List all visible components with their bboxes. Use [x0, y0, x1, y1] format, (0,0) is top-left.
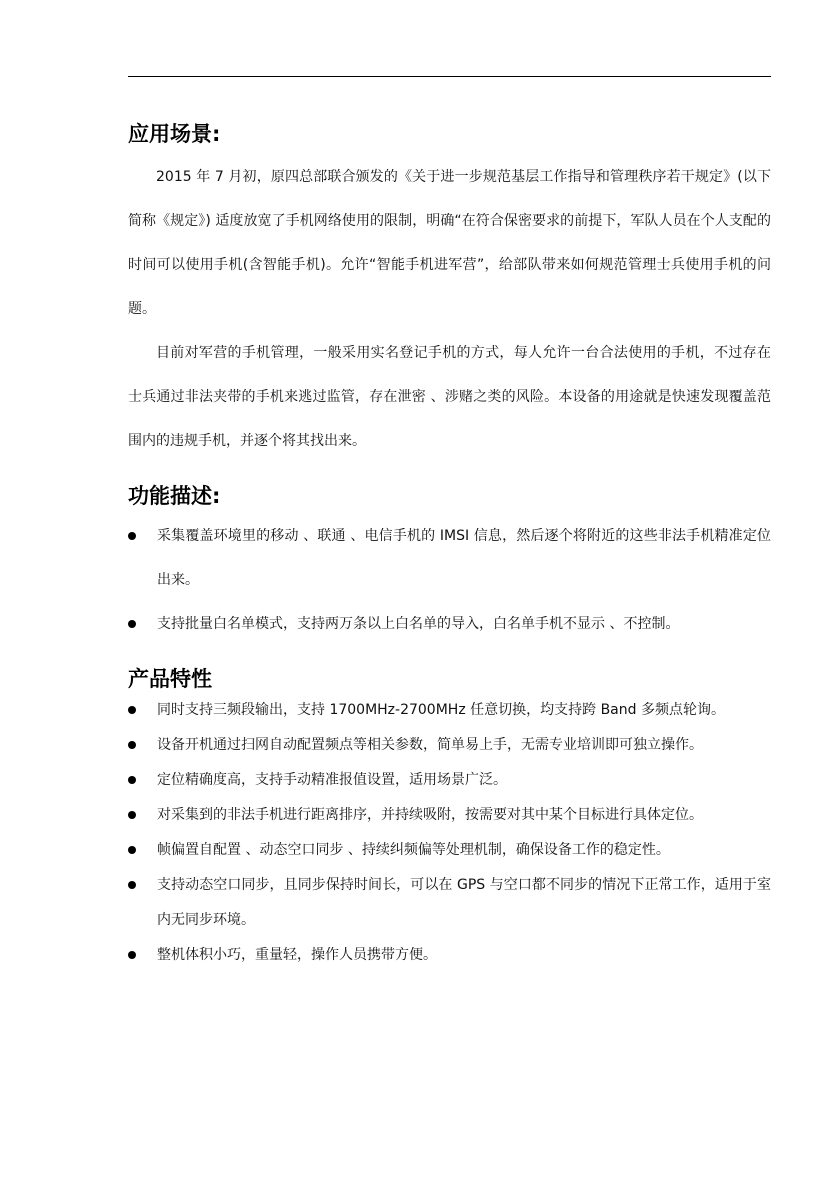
section-heading-functions: 功能描述: [128, 484, 221, 508]
list-item-text: 设备开机通过扫网自动配置频点等相关参数，简单易上手，无需专业培训即可独立操作。 [157, 737, 703, 753]
bullet-icon [128, 776, 136, 784]
list-item-text: 定位精确度高，支持手动精准报值设置，适用场景广泛。 [157, 772, 507, 788]
bullet-icon [128, 741, 136, 749]
bullet-icon [128, 811, 136, 819]
list-item [128, 938, 771, 973]
list-item-text: 同时支持三频段输出，支持 1700MHz-2700MHz 任意切换，均支持跨 Band 多频点轮询。 [157, 702, 725, 718]
bullet-icon [128, 706, 136, 714]
list-item [128, 693, 771, 728]
list-item [128, 868, 771, 938]
list-item [128, 833, 771, 868]
list-item [128, 728, 771, 763]
bullet-icon [128, 881, 136, 889]
list-item [128, 602, 771, 646]
list-item [128, 798, 771, 833]
bullet-icon [128, 620, 136, 628]
function-list [128, 514, 771, 646]
bullet-icon [128, 532, 136, 540]
list-item-text: 帧偏置自配置 、动态空口同步 、持续纠频偏等处理机制，确保设备工作的稳定性。 [157, 842, 670, 858]
list-item-text: 采集覆盖环境里的移动 、联通 、电信手机的 IMSI 信息，然后逐个将附近的这些非法手机精准定位出来。 [157, 528, 771, 588]
feature-list [128, 693, 771, 973]
bullet-icon [128, 951, 136, 959]
bullet-icon [128, 846, 136, 854]
list-item [128, 514, 771, 602]
header-rule [128, 76, 771, 77]
list-item-text: 对采集到的非法手机进行距离排序，并持续吸附，按需要对其中某个目标进行具体定位。 [157, 807, 703, 823]
list-item [128, 763, 771, 798]
list-item-text: 支持动态空口同步，且同步保持时间长，可以在 GPS 与空口都不同步的情况下正常工作，适用于室内无同步环境。 [157, 877, 771, 928]
list-item-text: 整机体积小巧，重量轻，操作人员携带方便。 [157, 947, 437, 963]
paragraph-2: 目前对军营的手机管理，一般采用实名登记手机的方式，每人允许一台合法使用的手机，不过存在士兵通过非法夹带的手机来逃过监管，存在泄密 、涉赌之类的风险。本设备的用途就是快速发现覆盖范围内的违规手机，并逐个将其找出来。 [128, 345, 771, 449]
section-heading-application: 应用场景: [128, 122, 221, 146]
paragraph-1: 2015 年 7 月初，原四总部联合颁发的《关于进一步规范基层工作指导和管理秩序若干规定》(以下简称《规定》) 适度放宽了手机网络使用的限制，明确“在符合保密要求的前提下，军队人员在个人支配的时间可以使用手机(含智能手机)。允许“智能手机进军营”，给部队带来如何规范管理士兵使用手机的问题。 [128, 169, 771, 317]
list-item-text: 支持批量白名单模式，支持两万条以上白名单的导入，白名单手机不显示 、不控制。 [157, 616, 680, 632]
section-heading-features: 产品特性 [128, 667, 212, 691]
